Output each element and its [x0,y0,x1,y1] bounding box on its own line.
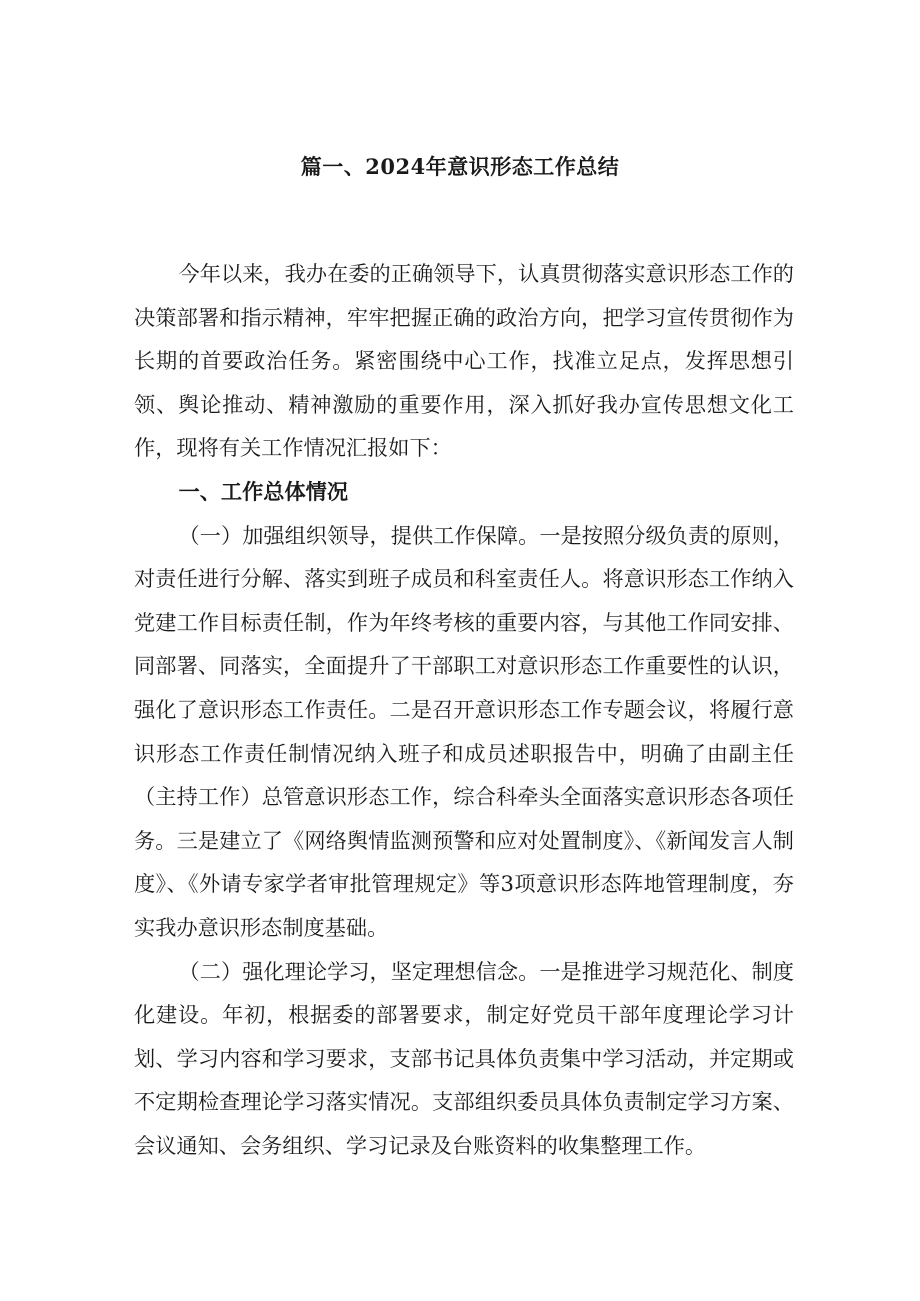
body-paragraph: （二）强化理论学习，坚定理想信念。一是推进学习规范化、制度化建设。年初，根据委的部署要求，制定好党员干部年度理论学习计划、学习内容和学习要求，支部书记具体负责集中学习活动，并定期或不定期检查理论学习落实情况。支部组织委员具体负责制定学习方案、会议通知、会务组织、学习记录及台账资料的收集整理工作。 [134,958,794,1158]
body-paragraph: （一）加强组织领导，提供工作保障。一是按照分级负责的原则，对责任进行分解、落实到班子成员和科室责任人。将意识形态工作纳入党建工作目标责任制，作为年终考核的重要内容，与其他工作同安排、同部署、同落实，全面提升了干部职工对意识形态工作重要性的认识，强化了意识形态工作责任。二是召开意识形态工作专题会议，将履行意识形态工作责任制情况纳入班子和成员述职报告中，明确了由副主任（主持工作）总管意识形态工作，综合科牵头全面落实意识形态各项任务。三是建立了《网络舆情监测预警和应对处置制度》、《新闻发言人制度》、《外请专家学者审批管理规定》等3项意识形态阵地管理制度，夯实我办意识形态制度基础。 [134,522,794,940]
document-title: 篇一、2024年意识形态工作总结 [300,154,620,179]
section-heading: 一、工作总体情况 [178,478,349,504]
intro-paragraph: 今年以来，我办在委的正确领导下，认真贯彻落实意识形态工作的决策部署和指示精神，牢牢把握正确的政治方向，把学习宣传贯彻作为长期的首要政治任务。紧密围绕中心工作，找准立足点，发挥思想引领、舆论推动、精神激励的重要作用，深入抓好我办宣传思想文化工作，现将有关工作情况汇报如下： [134,261,794,461]
document-body [134,252,794,1167]
